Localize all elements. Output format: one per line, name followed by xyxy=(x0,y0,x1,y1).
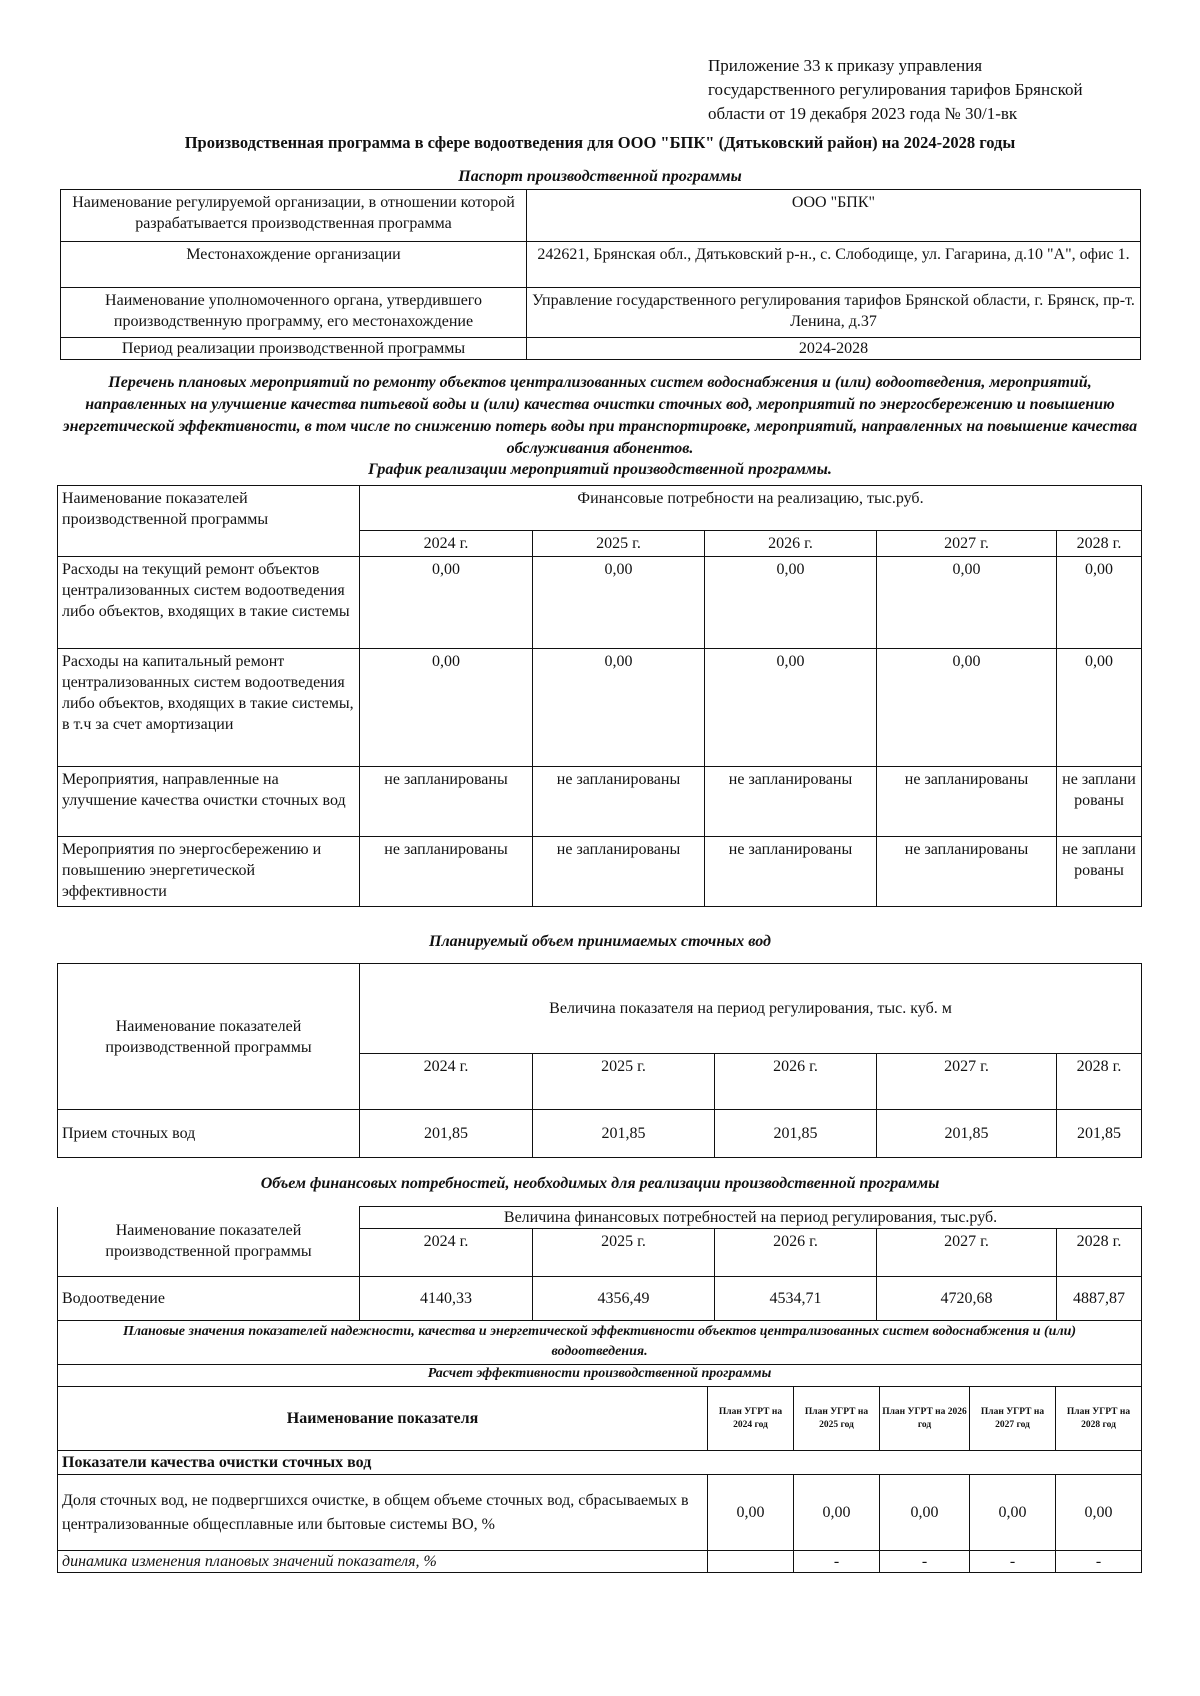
cell-value: не запланированы xyxy=(533,767,705,837)
cell-value: 0,00 xyxy=(1056,1475,1142,1551)
table-row xyxy=(58,1451,1142,1475)
cell-value: 0,00 xyxy=(877,649,1057,767)
cell-value xyxy=(708,1551,794,1573)
year-header: 2028 г. xyxy=(1057,1229,1142,1277)
efficiency-caption-2: Расчет эффективности производственной программы xyxy=(58,1365,1142,1387)
passport-value: 242621, Брянская обл., Дятьковский р-н., с. Слободище, ул. Гагарина, д.10 "А", офис 1. xyxy=(527,242,1141,288)
cell-value: 201,85 xyxy=(1057,1110,1142,1158)
table-row xyxy=(58,1387,1142,1451)
passport-value: Управление государственного регулирования тарифов Брянской области, г. Брянск, пр-т. Ленина, д.37 xyxy=(527,288,1141,338)
row-label: Доля сточных вод, не подвергшихся очистке, в общем объеме сточных вод, сбрасываемых в централизованные общесплавные или бытовые системы ВО, % xyxy=(58,1475,708,1551)
table-row xyxy=(58,1207,1142,1229)
table-row xyxy=(58,649,1142,767)
cell-value: не запланированы xyxy=(877,837,1057,907)
row-label: динамика изменения плановых значений показателя, % xyxy=(58,1551,708,1573)
year-header: 2026 г. xyxy=(705,531,877,557)
cell-value: 0,00 xyxy=(533,649,705,767)
efficiency-head-label: Наименование показателя xyxy=(58,1387,708,1451)
cell-value: 0,00 xyxy=(360,649,533,767)
year-header: 2027 г. xyxy=(877,1054,1057,1110)
table-row xyxy=(58,486,1142,531)
schedule-caption: График реализации мероприятий производственной программы. xyxy=(368,461,832,478)
cell-value: 4887,87 xyxy=(1057,1277,1142,1321)
cell-value: не запланированы xyxy=(360,767,533,837)
schedule-head-label: Наименование показателей производственной программы xyxy=(58,486,360,557)
header-note-line: государственного регулирования тарифов Брянской xyxy=(708,80,1083,99)
table-row xyxy=(58,1475,1142,1551)
year-header: 2024 г. xyxy=(360,531,533,557)
cell-value: - xyxy=(794,1551,880,1573)
cell-value: 0,00 xyxy=(708,1475,794,1551)
cell-value: 0,00 xyxy=(794,1475,880,1551)
year-header: 2024 г. xyxy=(360,1229,533,1277)
cell-value: не запланированы xyxy=(360,837,533,907)
year-header: 2025 г. xyxy=(533,1229,715,1277)
year-header: План УГРТ на 2027 год xyxy=(970,1387,1056,1451)
cell-value: не запланированы xyxy=(705,767,877,837)
year-header: 2025 г. xyxy=(533,531,705,557)
document-title: Производственная программа в сфере водоотведения для ООО "БПК" (Дятьковский район) на 2024-2028 годы xyxy=(184,133,1016,152)
year-header: План УГРТ на 2024 год xyxy=(708,1387,794,1451)
row-label: Прием сточных вод xyxy=(58,1110,360,1158)
cell-value: не запланированы xyxy=(533,837,705,907)
cell-value: 0,00 xyxy=(877,557,1057,649)
table-row xyxy=(58,1320,1142,1365)
passport-value: 2024-2028 xyxy=(527,338,1141,360)
passport-value: ООО "БПК" xyxy=(527,190,1141,242)
passport-label: Местонахождение организации xyxy=(61,242,527,288)
row-label: Расходы на текущий ремонт объектов централизованных систем водоотведения либо объектов, входящих в такие системы xyxy=(58,557,360,649)
year-header: 2028 г. xyxy=(1057,531,1142,557)
year-header: План УГРТ на 2026 год xyxy=(880,1387,970,1451)
year-header: 2026 г. xyxy=(715,1054,877,1110)
row-label: Водоотведение xyxy=(58,1277,360,1321)
cell-value: 0,00 xyxy=(705,557,877,649)
cell-value: 0,00 xyxy=(533,557,705,649)
table-row xyxy=(61,288,1141,338)
table-row xyxy=(58,964,1142,1054)
row-label: Расходы на капитальный ремонт централизованных систем водоотведения либо объектов, входящих в такие системы, в т.ч за счет амортизации xyxy=(58,649,360,767)
efficiency-section-title: Показатели качества очистки сточных вод xyxy=(58,1451,1142,1475)
cell-value: - xyxy=(1056,1551,1142,1573)
table-row xyxy=(58,1110,1142,1158)
cell-value: 4140,33 xyxy=(360,1277,533,1321)
table-row xyxy=(58,1551,1142,1573)
cell-value: - xyxy=(880,1551,970,1573)
volume-caption: Планируемый объем принимаемых сточных вод xyxy=(429,933,771,950)
passport-label: Наименование регулируемой организации, в отношении которой разрабатывается производственная программа xyxy=(61,190,527,242)
row-label: Мероприятия, направленные на улучшение качества очистки сточных вод xyxy=(58,767,360,837)
cell-value: 201,85 xyxy=(715,1110,877,1158)
cell-value: - xyxy=(970,1551,1056,1573)
cell-value: 4534,71 xyxy=(715,1277,877,1321)
finance-caption: Объем финансовых потребностей, необходимых для реализации производственной программы xyxy=(260,1175,940,1192)
header-note xyxy=(708,54,1148,126)
cell-value: 201,85 xyxy=(877,1110,1057,1158)
cell-value: 0,00 xyxy=(705,649,877,767)
cell-value: не запланированы xyxy=(705,837,877,907)
cell-value: 0,00 xyxy=(360,557,533,649)
table-row xyxy=(58,767,1142,837)
table-row xyxy=(58,1365,1142,1387)
cell-value: 4356,49 xyxy=(533,1277,715,1321)
cell-value: 0,00 xyxy=(880,1475,970,1551)
cell-value: 4720,68 xyxy=(877,1277,1057,1321)
cell-value: 201,85 xyxy=(533,1110,715,1158)
passport-label: Период реализации производственной программы xyxy=(61,338,527,360)
passport-caption: Паспорт производственной программы xyxy=(458,168,742,185)
table-row xyxy=(61,242,1141,288)
year-header: План УГРТ на 2025 год xyxy=(794,1387,880,1451)
cell-value: не запланированы xyxy=(1057,837,1142,907)
table-row xyxy=(58,1277,1142,1321)
volume-table xyxy=(57,963,1142,1158)
volume-head-label: Наименование показателей производственной программы xyxy=(58,964,360,1110)
volume-head-group: Величина показателя на период регулирования, тыс. куб. м xyxy=(360,964,1142,1054)
finance-table xyxy=(57,1206,1142,1321)
year-header: 2026 г. xyxy=(715,1229,877,1277)
table-row xyxy=(61,190,1141,242)
cell-value: 0,00 xyxy=(970,1475,1056,1551)
efficiency-caption-1: Плановые значения показателей надежности, качества и энергетической эффективности объектов централизованных систем водоснабжения и (или) водоотведения. xyxy=(58,1320,1142,1365)
year-header: План УГРТ на 2028 год xyxy=(1056,1387,1142,1451)
cell-value: 0,00 xyxy=(1057,649,1142,767)
table-row xyxy=(58,837,1142,907)
passport-label: Наименование уполномоченного органа, утвердившего производственную программу, его местонахождение xyxy=(61,288,527,338)
finance-head-label: Наименование показателей производственной программы xyxy=(58,1207,360,1277)
efficiency-table xyxy=(57,1320,1142,1573)
schedule-head-group: Финансовые потребности на реализацию, тыс.руб. xyxy=(360,486,1142,531)
header-note-line: Приложение 33 к приказу управления xyxy=(708,56,983,75)
year-header: 2025 г. xyxy=(533,1054,715,1110)
year-header: 2027 г. xyxy=(877,531,1057,557)
table-row xyxy=(61,338,1141,360)
table-row xyxy=(58,557,1142,649)
measures-caption: Перечень плановых мероприятий по ремонту объектов централизованных систем водоснабжения и (или) водоотведения, мероприятий, направленных на улучшение качества питьевой воды и (или) качества очистки сточных вод, мероприятий по энергосбережению и повышению энергетической эффективности, в том числе по снижению потерь воды при транспортировке, мероприятий, направленных на повышение качества обслуживания абонентов. xyxy=(62,374,1138,457)
year-header: 2027 г. xyxy=(877,1229,1057,1277)
cell-value: 201,85 xyxy=(360,1110,533,1158)
cell-value: не запланированы xyxy=(1057,767,1142,837)
header-note-line: области от 19 декабря 2023 года № 30/1-вк xyxy=(708,104,1018,123)
schedule-table xyxy=(57,485,1142,907)
cell-value: не запланированы xyxy=(877,767,1057,837)
year-header: 2024 г. xyxy=(360,1054,533,1110)
row-label: Мероприятия по энергосбережению и повышению энергетической эффективности xyxy=(58,837,360,907)
passport-table xyxy=(60,189,1141,360)
cell-value: 0,00 xyxy=(1057,557,1142,649)
finance-head-group: Величина финансовых потребностей на период регулирования, тыс.руб. xyxy=(360,1207,1142,1229)
year-header: 2028 г. xyxy=(1057,1054,1142,1110)
